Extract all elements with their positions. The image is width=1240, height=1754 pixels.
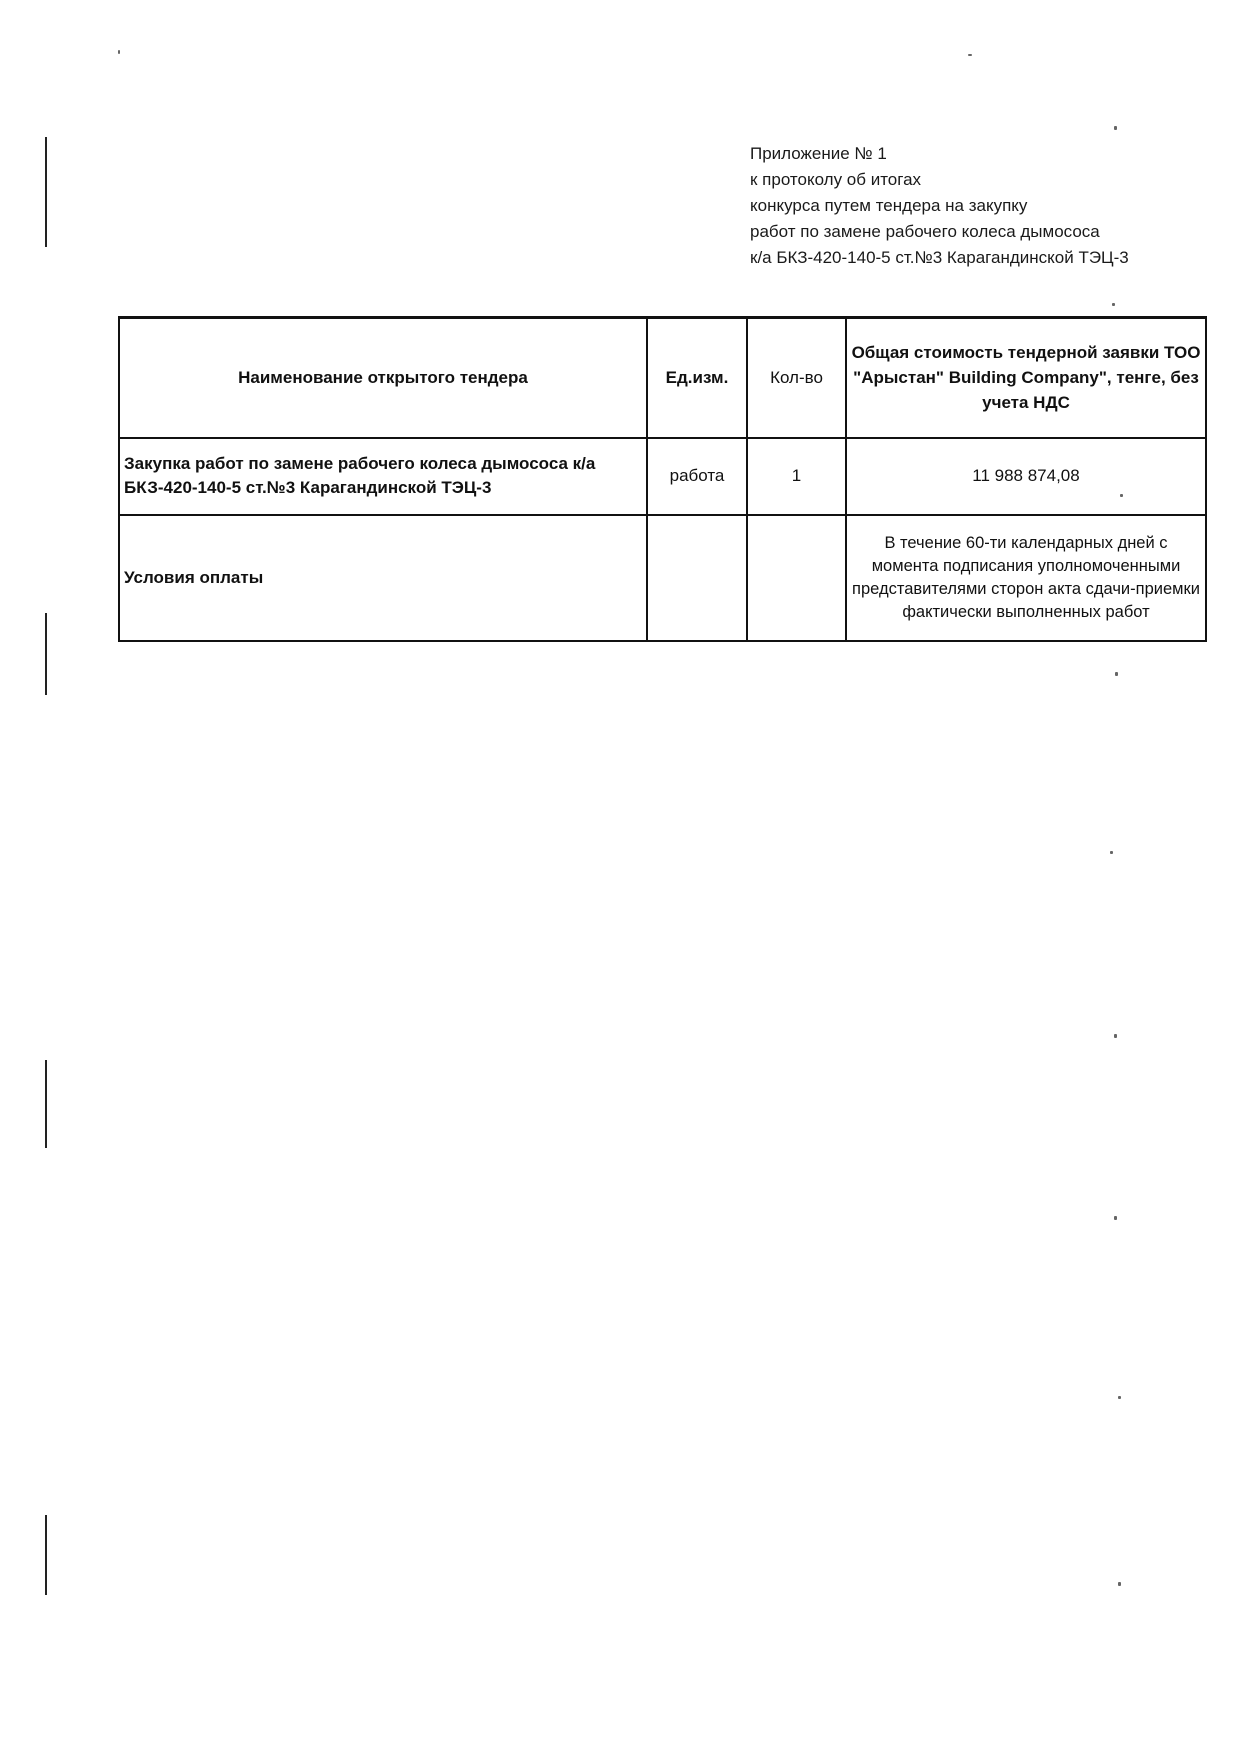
annex-line: к/а БКЗ-420-140-5 ст.№3 Карагандинской ТЭЦ-3: [750, 248, 1129, 267]
annex-line: к протоколу об итогах: [750, 170, 922, 189]
row-value: 11 988 874,08: [846, 438, 1206, 515]
scan-margin-mark: [45, 1515, 47, 1595]
annex-line: Приложение № 1: [750, 144, 887, 163]
scan-margin-mark: [45, 1060, 47, 1148]
row-qty: [747, 515, 846, 641]
scan-margin-mark: [45, 613, 47, 695]
row-qty: 1: [747, 438, 846, 515]
annex-line: конкурса путем тендера на закупку: [750, 196, 1028, 215]
table-row: [119, 438, 1206, 515]
row-value: В течение 60-ти календарных дней с момента подписания уполномоченными представителями сторон акта сдачи-приемки фактически выполненных работ: [846, 515, 1206, 641]
scan-margin-mark: [45, 137, 47, 247]
table-row: [119, 515, 1206, 641]
row-name: Условия оплаты: [119, 515, 647, 641]
header-qty: Кол-во: [747, 318, 846, 438]
header-name: Наименование открытого тендера: [119, 318, 647, 438]
table-header-row: [119, 318, 1206, 438]
header-unit: Ед.изм.: [647, 318, 747, 438]
header-price: Общая стоимость тендерной заявки ТОО "Арыстан" Building Company", тенге, без учета НДС: [846, 318, 1206, 438]
annex-reference: [750, 141, 1220, 271]
tender-table: [118, 316, 1207, 642]
annex-line: работ по замене рабочего колеса дымососа: [750, 222, 1100, 241]
row-unit: [647, 515, 747, 641]
row-unit: работа: [647, 438, 747, 515]
row-name: Закупка работ по замене рабочего колеса дымососа к/а БКЗ-420-140-5 ст.№3 Карагандинской ТЭЦ-3: [119, 438, 647, 515]
